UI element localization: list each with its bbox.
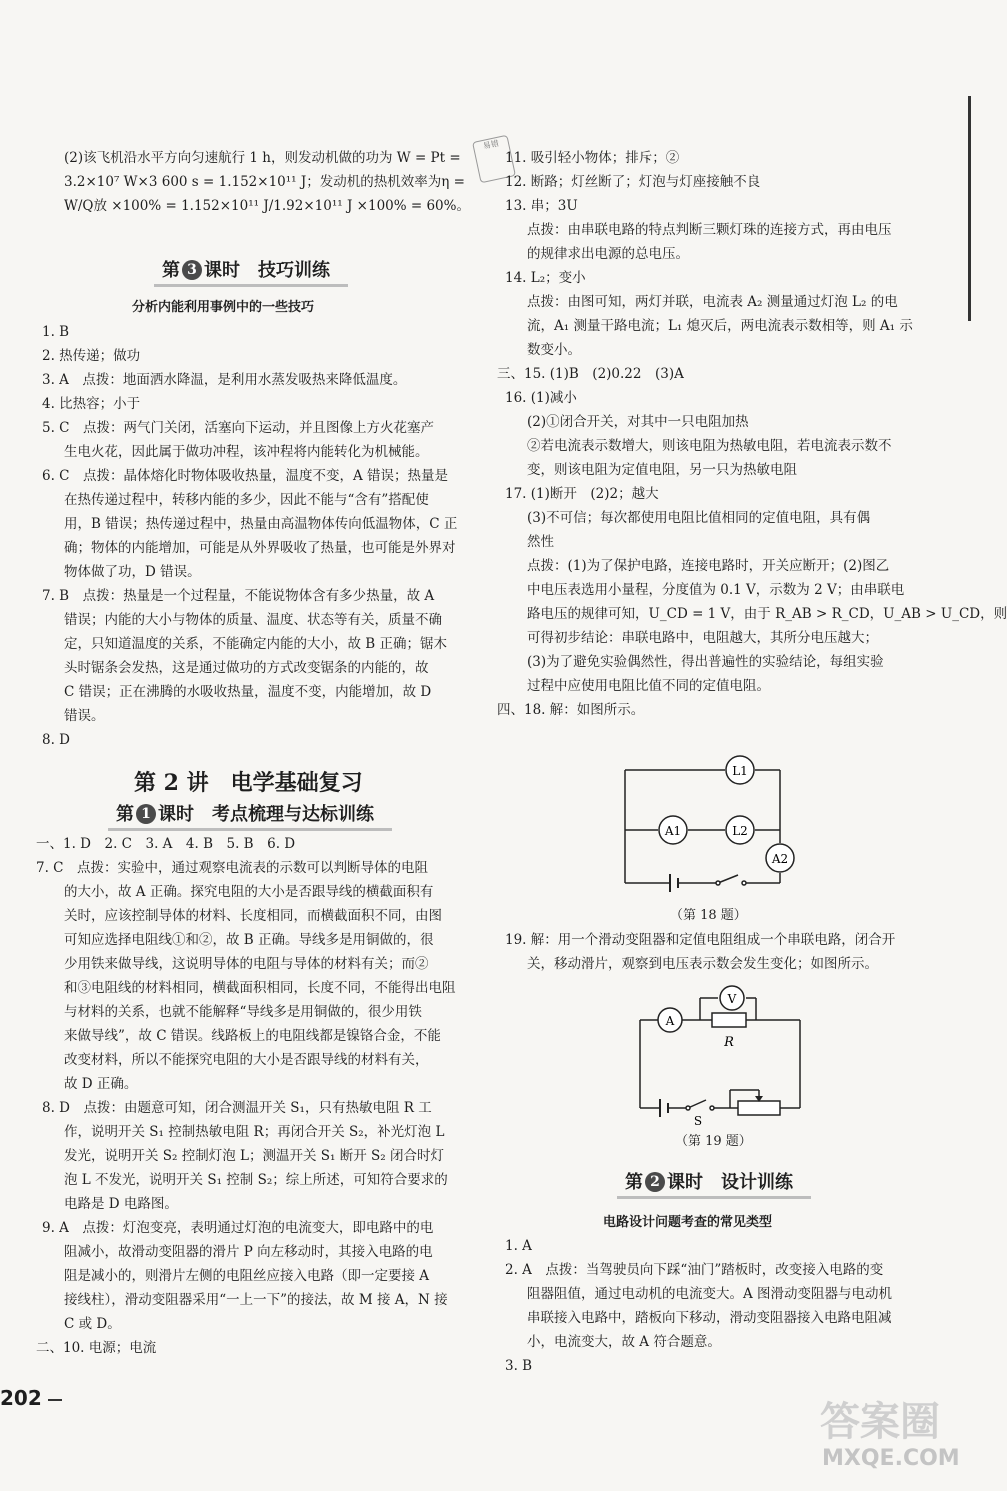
page-number: 202 <box>0 1386 42 1410</box>
figure-caption: （第 18 题） <box>670 908 747 923</box>
answer-line: 可知应选择电阻线①和②，故 B 正确。导线多是用铜做的，很 <box>64 932 434 948</box>
answer-line: 三、15. (1)B (2)0.22 (3)A <box>497 366 684 382</box>
answer-line: 一、1. D 2. C 3. A 4. B 5. B 6. D <box>36 836 296 852</box>
text-line: 3.2×10⁷ W×3 600 s = 1.152×10¹¹ J；发动机的热机效率为η = <box>64 174 465 190</box>
answers-block <box>505 928 895 976</box>
answer-line: 电路是 D 电路图。 <box>64 1196 178 1212</box>
answer-line: 6. C 点拨：晶体熔化时物体吸收热量，温度不变，A 错误；热量是 <box>42 468 449 484</box>
answer-line: 3. B <box>505 1358 533 1374</box>
answers-block <box>36 832 456 1360</box>
answer-line: 来做导线”，故 C 错误。线路板上的电阻线都是镍铬合金，不能 <box>64 1028 441 1044</box>
answer-line: 13. 串；3U <box>505 198 578 214</box>
figure-caption: （第 19 题） <box>675 1134 752 1149</box>
lesson-prefix: 第 <box>116 804 134 825</box>
answer-line: 阻是减小的，则滑片左侧的电阻丝应接入电路（即一定要接 A <box>64 1268 430 1284</box>
answer-line: 变，则该电阻为定值电阻，另一只为热敏电阻 <box>527 462 797 478</box>
answer-line: 关时，应该控制导体的材料、长度相同，而横截面积不同，由图 <box>64 908 442 924</box>
answers-block <box>497 146 1007 722</box>
answer-line: 然性 <box>527 534 554 550</box>
answer-line: 12. 断路；灯丝断了；灯泡与灯座接触不良 <box>505 174 761 190</box>
answer-line: 的大小，故 A 正确。探究电阻的大小是否跟导线的横截面积有 <box>64 884 434 900</box>
answers-block <box>42 320 457 752</box>
answer-line: 中电压表选用小量程，分度值为 0.1 V，示数为 2 V；由串联电 <box>527 582 905 598</box>
circuit-diagram-18 <box>610 755 810 895</box>
answer-line: 发光，说明开关 S₂ 控制灯泡 L；测温开关 S₁ 断开 S₂ 闭合时灯 <box>64 1148 444 1164</box>
answer-line: 二、10. 电源；电流 <box>36 1340 157 1356</box>
answer-line: 5. C 点拨：两气门关闭，活塞向下运动，并且图像上方火花塞产 <box>42 420 435 436</box>
answer-line: 9. A 点拨：灯泡变亮，表明通过灯泡的电流变大，即电路中的电 <box>42 1220 434 1236</box>
circuit-diagram-19 <box>630 978 810 1128</box>
answer-line: 点拨：由图可知，两灯并联，电流表 A₂ 测量通过灯泡 L₂ 的电 <box>527 294 898 310</box>
label-a1: A1 <box>664 824 682 838</box>
answer-line: 阻减小，故滑动变阻器的滑片 P 向左移动时，其接入电路的电 <box>64 1244 433 1260</box>
answer-line: 2. 热传递；做功 <box>42 348 141 364</box>
answer-line: (3)为了避免实验偶然性，得出普遍性的实验结论，每组实验 <box>527 654 884 670</box>
answer-line: 少用铁来做导线，这说明导体的电阻与导体的材料有关；而② <box>64 956 429 972</box>
answer-line: 16. (1)减小 <box>505 390 577 406</box>
text-line: W/Q放 ×100% = 1.152×10¹¹ J/1.92×10¹¹ J ×100% = 60%。 <box>64 198 470 214</box>
answer-line: 路电压的规律可知，U_CD = 1 V，由于 R_AB > R_CD，U_AB > U_CD，则 <box>527 606 1007 622</box>
lesson-title: 课时 技巧训练 <box>204 260 330 281</box>
answer-line: 泡 L 不发光，说明开关 S₁ 控制 S₂；综上所述，可知符合要求的 <box>64 1172 448 1188</box>
answer-line: 四、18. 解：如图所示。 <box>497 702 645 718</box>
lesson-prefix: 第 <box>625 1172 643 1193</box>
answer-line: 3. A 点拨：地面洒水降温，是利用水蒸发吸热来降低温度。 <box>42 372 407 388</box>
label-resistor: R <box>724 1035 734 1050</box>
answer-line: 点拨：由串联电路的特点判断三颗灯珠的连接方式，再由电压 <box>527 222 892 238</box>
answer-line: 小，电流变大，故 A 符合题意。 <box>527 1334 721 1350</box>
answer-line: 8. D 点拨：由题意可知，闭合测温开关 S₁，只有热敏电阻 R 工 <box>42 1100 432 1116</box>
answer-line: 物体做了功，D 错误。 <box>64 564 201 580</box>
answer-line: 确；物体的内能增加，可能是从外界吸收了热量，也可能是外界对 <box>64 540 456 556</box>
answer-line: 过程中应使用电阻比值不同的定值电阻。 <box>527 678 770 694</box>
chapter-title: 第 2 讲 电学基础复习 <box>134 770 363 796</box>
lesson-prefix: 第 <box>162 260 180 281</box>
answer-line: 4. 比热容；小于 <box>42 396 141 412</box>
answer-line: 17. (1)断开 (2)2；越大 <box>505 486 659 502</box>
answer-line: 关，移动滑片，观察到电压表示数会发生变化；如图所示。 <box>527 956 878 972</box>
lesson-subheading: 分析内能利用事例中的一些技巧 <box>132 300 315 315</box>
answer-line: C 或 D。 <box>64 1316 121 1332</box>
lesson-title: 课时 考点梳理与达标训练 <box>158 804 374 825</box>
label-ammeter: A <box>665 1014 675 1028</box>
lesson-subheading: 电路设计问题考查的常见类型 <box>603 1215 773 1230</box>
answer-line: 8. D <box>42 732 70 748</box>
answer-line: (3)不可信；每次都使用电阻比值相同的定值电阻，具有偶 <box>527 510 871 526</box>
answer-line: ②若电流表示数增大，则该电阻为热敏电阻，若电流表示数不 <box>527 438 892 454</box>
label-l2: L2 <box>732 824 748 838</box>
answer-line: 7. C 点拨：实验中，通过观察电流表的示数可以判断导体的电阻 <box>36 860 429 876</box>
answer-line: 改变材料，所以不能探究电阻的大小是否跟导线的材料有关， <box>64 1052 429 1068</box>
answer-line: 用，B 错误；热传递过程中，热量由高温物体传向低温物体，C 正 <box>64 516 458 532</box>
label-l1: L1 <box>732 764 748 778</box>
answer-line: 串联接入电路中，踏板向下移动，滑动变阻器接入电路电阻减 <box>527 1310 892 1326</box>
answer-line: C 错误；正在沸腾的水吸收热量，温度不变，内能增加，故 D <box>64 684 432 700</box>
note-badge-text: 易错 <box>482 138 500 151</box>
answer-line: 错误。 <box>64 708 105 724</box>
answer-line: 生电火花，因此属于做功冲程，该冲程将内能转化为机械能。 <box>64 444 429 460</box>
lesson-heading-3 <box>154 256 348 287</box>
answer-line: 定，只知道温度的关系，不能确定内能的大小，故 B 正确；锯木 <box>64 636 448 652</box>
answer-line: 错误；内能的大小与物体的质量、温度、状态等有关，质量不确 <box>64 612 442 628</box>
answer-line: 作，说明开关 S₁ 控制热敏电阻 R；再闭合开关 S₂，补光灯泡 L <box>64 1124 445 1140</box>
label-switch: S <box>693 1114 703 1128</box>
answer-line: 的规律求出电源的总电压。 <box>527 246 689 262</box>
answer-line: (2)①闭合开关，对其中一只电阻加热 <box>527 414 749 430</box>
lesson-heading-2 <box>617 1168 811 1199</box>
answer-line: 阻器阻值，通过电动机的电流变大。A 图滑动变阻器与电动机 <box>527 1286 893 1302</box>
answer-line: 故 D 正确。 <box>64 1076 138 1092</box>
answer-line: 1. A <box>505 1238 532 1254</box>
answer-line: 头时锯条会发热，这是通过做功的方式改变锯条的内能的，故 <box>64 660 429 676</box>
watermark-logo: 答案圈 <box>820 1399 940 1445</box>
answer-line: 2. A 点拨：当驾驶员向下踩“油门”踏板时，改变接入电路的变 <box>505 1262 884 1278</box>
answer-line: 19. 解：用一个滑动变阻器和定值电阻组成一个串联电路，闭合开 <box>505 932 896 948</box>
answer-line: 数变小。 <box>527 342 581 358</box>
answer-line: 流，A₁ 测量干路电流；L₁ 熄灭后，两电流表示数相等，则 A₁ 示 <box>527 318 913 334</box>
lesson-number-badge: 2 <box>645 1172 665 1192</box>
answer-line: 1. B <box>42 324 70 340</box>
answer-line: 接线柱），滑动变阻器采用“一上一下”的接法，故 M 接 A，N 接 <box>64 1292 448 1308</box>
answer-line: 可得初步结论：串联电路中，电阻越大，其所分电压越大； <box>527 630 878 646</box>
answer-line: 与材料的关系，也就不能解释“导线多是用铜做的，很少用铁 <box>64 1004 422 1020</box>
answer-line: 11. 吸引轻小物体；排斥；② <box>505 150 680 166</box>
answer-line: 点拨：(1)为了保护电路，连接电路时，开关应断开；(2)图乙 <box>527 558 890 574</box>
label-a2: A2 <box>771 852 789 866</box>
answers-block <box>505 1234 892 1378</box>
lesson-number-badge: 3 <box>182 260 202 280</box>
watermark-url: MXQE.COM <box>822 1446 960 1471</box>
lesson-title: 课时 设计训练 <box>667 1172 793 1193</box>
lesson-heading-1 <box>108 800 392 831</box>
answer-line: 7. B 点拨：热量是一个过程量，不能说物体含有多少热量，故 A <box>42 588 435 604</box>
label-voltmeter: V <box>727 992 737 1006</box>
page-number-dash <box>48 1399 62 1401</box>
answer-line: 和③电阻线的材料相同，横截面积相同，长度不同，不能得出电阻 <box>64 980 456 996</box>
intro-paragraph <box>64 146 470 218</box>
lesson-number-badge: 1 <box>136 804 156 824</box>
answer-line: 14. L₂；变小 <box>505 270 586 286</box>
answer-line: 在热传递过程中，转移内能的多少，因此不能与“含有”搭配使 <box>64 492 429 508</box>
text-line: (2)该飞机沿水平方向匀速航行 1 h，则发动机做的功为 W = Pt = <box>64 150 461 166</box>
